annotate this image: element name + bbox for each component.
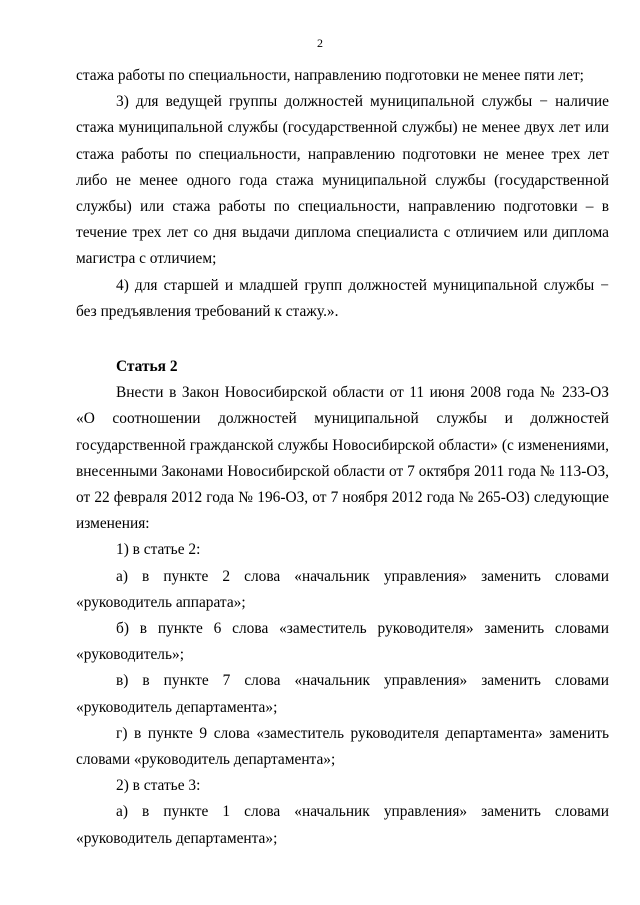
paragraph-subitem-2: 2) в статье 3: <box>116 777 201 795</box>
document-body <box>76 63 609 852</box>
paragraph-subitem-1: 1) в статье 2: <box>116 541 201 559</box>
paragraph-subitem-2a: а) в пункте 1 слова «начальник управления» заменить словами «руководитель департамента»; <box>76 803 609 847</box>
article-heading: Статья 2 <box>116 358 178 376</box>
paragraph-subitem-1a: а) в пункте 2 слова «начальник управления» заменить словами «руководитель аппарата»; <box>76 567 609 611</box>
paragraph-article-2-intro: Внести в Закон Новосибирской области от 11 июня 2008 года № 233-ОЗ «О соотношении должностей муниципальной службы и должностей государственной гражданской службы Новосибирской области» (с изменениями, внесенными Законами Новосибирской области от 7 октября 2011 года № 113-ОЗ, от 22 февраля 2012 года № 196-ОЗ, от 7 ноября 2012 года № 265-ОЗ) следующие изменения: <box>76 384 609 533</box>
paragraph-continuation: стажа работы по специальности, направлению подготовки не менее пяти лет; <box>76 67 584 84</box>
paragraph-subitem-1b: б) в пункте 6 слова «заместитель руководителя» заменить словами «руководитель»; <box>76 620 609 664</box>
paragraph-subitem-1d: г) в пункте 9 слова «заместитель руководителя департамента» заменить словами «руководитель департамента»; <box>76 724 609 769</box>
paragraph-subitem-1c: в) в пункте 7 слова «начальник управления» заменить словами «руководитель департамента»; <box>76 672 609 716</box>
paragraph-item-4: 4) для старшей и младшей групп должностей муниципальной службы − без предъявления требований к стажу.». <box>76 276 609 320</box>
paragraph-item-3: 3) для ведущей группы должностей муниципальной службы − наличие стажа муниципальной службы (государственной службы) не менее двух лет или стажа работы по специальности, направлению подготовки не менее трех лет либо не менее одного года стажа муниципальной службы (государственной службы) или стажа работы по специальности, направлению подготовки – в течение трех лет со дня выдачи диплома специалиста с отличием или диплома магистра с отличием; <box>76 93 609 268</box>
section-gap <box>76 325 609 354</box>
page-number: 2 <box>317 36 323 50</box>
